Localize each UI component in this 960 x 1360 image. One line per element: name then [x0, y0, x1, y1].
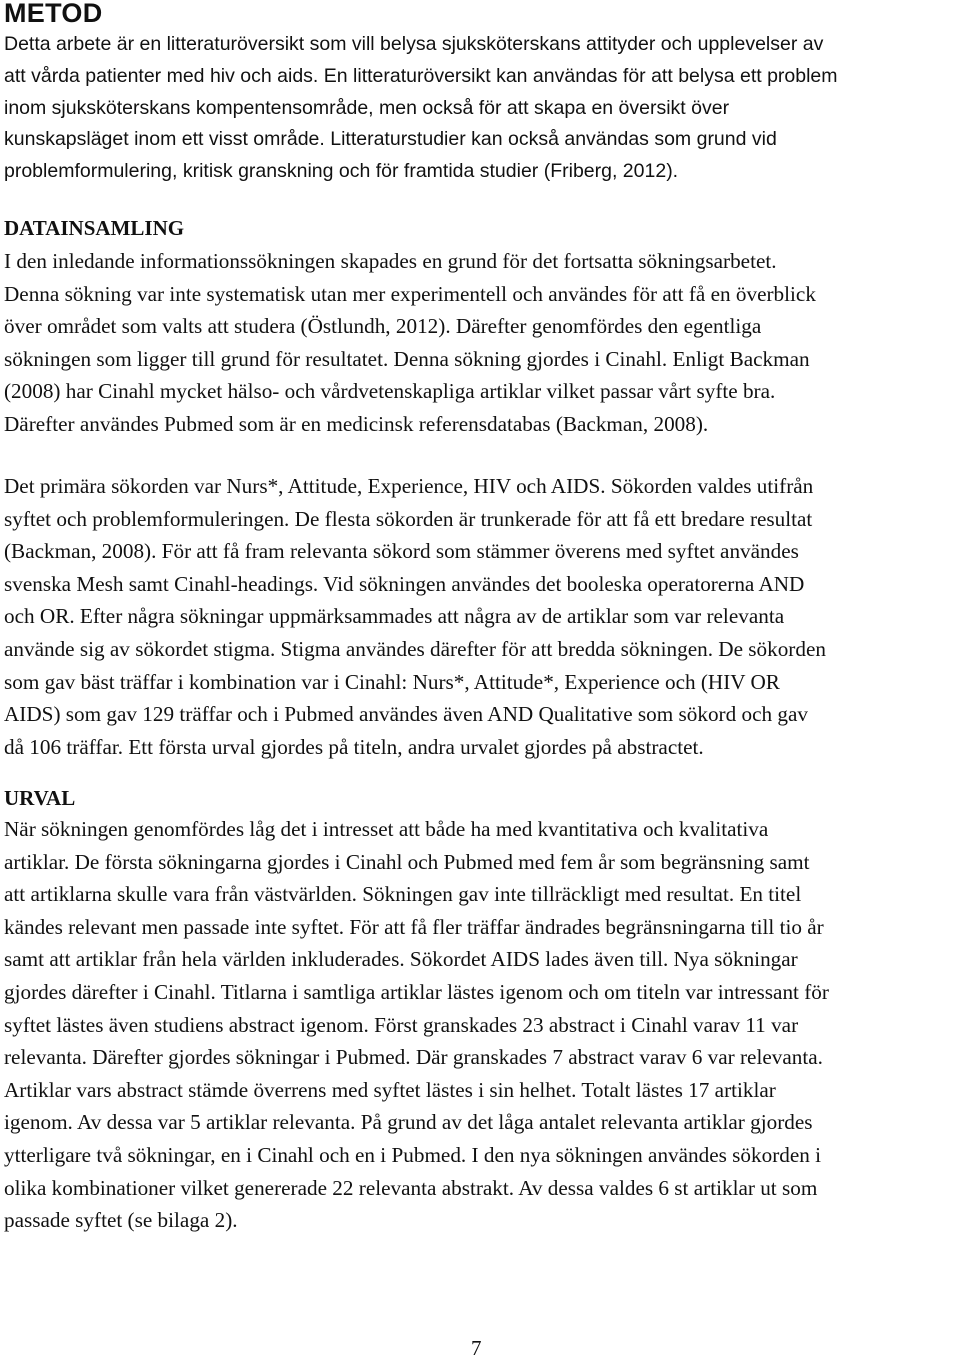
text-line: igenom. Av dessa var 5 artiklar relevanta. På grund av det låga antalet relevanta artiklar gjordes: [4, 1110, 813, 1135]
text-line: svenska Mesh samt Cinahl-headings. Vid sökningen användes det booleska operatorerna AND: [4, 571, 805, 596]
text-line: (2008) har Cinahl mycket hälso- och vårdvetenskapliga artiklar vilket passar vårt syfte bra.: [4, 379, 776, 404]
urval-heading: URVAL: [4, 786, 76, 810]
text-line: att vårda patienter med hiv och aids. En litteraturöversikt kan användas för att belysa ett problem: [4, 64, 838, 87]
text-line: Därefter användes Pubmed som är en medicinsk referensdatabas (Backman, 2008).: [4, 411, 709, 436]
text-line: passade syftet (se bilaga 2).: [4, 1208, 238, 1233]
text-line: gjordes därefter i Cinahl. Titlarna i samtliga artiklar lästes igenom och om titeln var intressant för: [4, 979, 829, 1004]
text-line: (Backman, 2008). För att få fram relevanta sökord som stämmer överens med syftet användes: [4, 539, 799, 564]
text-line: I den inledande informationssökningen skapades en grund för det fortsatta sökningsarbetet.: [4, 249, 777, 273]
datainsamling-paragraph-2: [4, 470, 954, 763]
text-line: inom sjuksköterskans kompentensområde, men också för att skapa en översikt över: [4, 96, 730, 119]
text-line: ytterligare två sökningar, en i Cinahl och en i Pubmed. I den nya sökningen användes sökorden i: [4, 1142, 822, 1167]
text-line: använde sig av sökordet stigma. Stigma användes därefter för att bredda sökningen. De sökorden: [4, 636, 826, 661]
metod-paragraph: [4, 29, 949, 188]
text-line: som gav bäst träffar i kombination var i Cinahl: Nurs*, Attitude*, Experience och (HIV OR: [4, 669, 780, 694]
text-line: då 106 träffar. Ett första urval gjordes på titeln, andra urvalet gjordes på abstractet.: [4, 734, 704, 759]
text-line: kunskapsläget inom ett visst område. Litteraturstudier kan också användas som grund vid: [4, 128, 777, 151]
text-line: över området som valts att studera (Östlundh, 2012). Därefter genomfördes den egentliga: [4, 314, 762, 339]
text-line: syftet lästes även studiens abstract igenom. Först granskades 23 abstract i Cinahl varav 11 var: [4, 1012, 799, 1037]
text-line: samt att artiklar från hela världen inkluderades. Sökordet AIDS lades även till. Nya sökningar: [4, 947, 798, 972]
text-line: AIDS) som gav 129 träffar och i Pubmed användes även AND Qualitative som sökord och gav: [4, 702, 808, 727]
metod-heading: METOD: [4, 0, 103, 28]
datainsamling-paragraph-1: [4, 245, 954, 441]
text-line: syftet och problemformuleringen. De flesta sökorden är trunkerade för att få ett bredare resultat: [4, 506, 813, 531]
page-number: 7: [471, 1336, 482, 1360]
text-line: Artiklar vars abstract stämde överrens med syftet lästes i sin helhet. Totalt lästes 17 artiklar: [4, 1077, 776, 1102]
datainsamling-heading: DATAINSAMLING: [4, 216, 185, 240]
text-line: Denna sökning var inte systematisk utan mer experimentell och användes för att få en överblick: [4, 281, 816, 306]
text-line: olika kombinationer vilket genererade 22 relevanta abstrakt. Av dessa valdes 6 st artiklar ut som: [4, 1175, 818, 1200]
text-line: och OR. Efter några sökningar uppmärksammades att några av de artiklar som var relevanta: [4, 604, 785, 629]
text-line: kändes relevant men passade inte syftet. För att få fler träffar ändrades begränsningarna till tio år: [4, 914, 824, 939]
urval-paragraph: [4, 813, 954, 1237]
text-line: När sökningen genomfördes låg det i intresset att både ha med kvantitativa och kvalitativa: [4, 817, 769, 841]
text-line: problemformulering, kritisk granskning och för framtida studier (Friberg, 2012).: [4, 160, 679, 183]
text-line: Detta arbete är en litteraturöversikt som vill belysa sjuksköterskans attityder och upplevelser av: [4, 33, 824, 55]
text-line: sökningen som ligger till grund för resultatet. Denna sökning gjordes i Cinahl. Enligt Backman: [4, 346, 810, 371]
text-line: att artiklarna skulle vara från västvärlden. Sökningen gav inte tillräckligt med resultat. En titel: [4, 882, 802, 907]
text-line: relevanta. Därefter gjordes sökningar i Pubmed. Där granskades 7 abstract varav 6 var relevanta.: [4, 1045, 823, 1070]
text-line: artiklar. De första sökningarna gjordes i Cinahl och Pubmed med fem år som begränsning samt: [4, 849, 810, 874]
text-line: Det primära sökorden var Nurs*, Attitude, Experience, HIV och AIDS. Sökorden valdes utifrån: [4, 474, 814, 498]
